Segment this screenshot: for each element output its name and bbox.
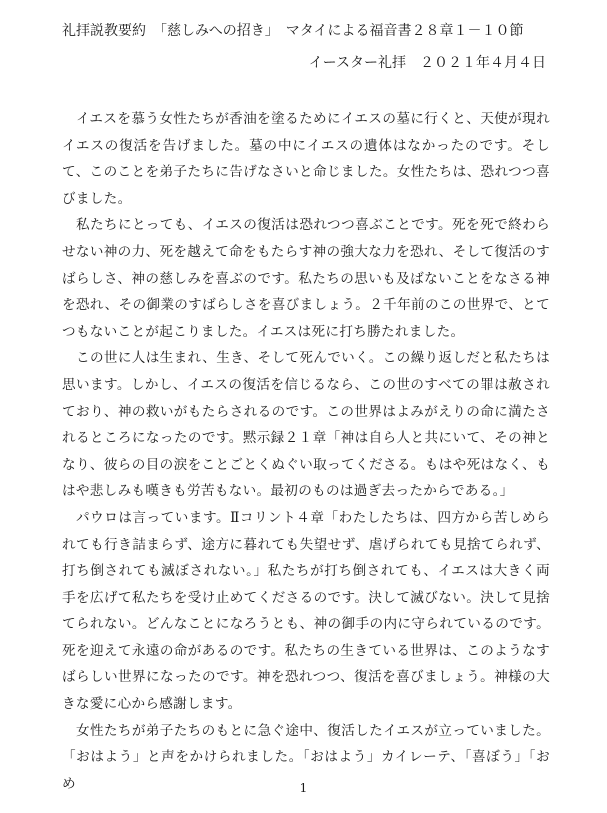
paragraph-4: パウロは言っています。Ⅱコリント４章「わたしたちは、四方から苦しめられても行き詰まらず、途方に暮れても失望せず、虐げられても見捨てられず、打ち倒されても滅ぼされない。」私たちが打ち倒されても、イエスは大きく両手を広げて私たちを受け止めてくださるのです。決して滅びない。決して見捨てられない。どんなことになろうとも、神の御手の内に守られているのです。死を迎えて永遠の命があるのです。私たちの生きている世界は、このようなすばらしい世界になったのです。神を恐れつつ、復活を喜びましょう。神様の大きな愛に心から感謝します。 [62, 509, 550, 713]
page-number: 1 [299, 781, 308, 795]
paragraph-1: イエスを慕う女性たちが香油を塗るためにイエスの墓に行くと、天使が現れイエスの復活を告げました。墓の中にイエスの遺体はなかったのです。そして、このことを弟子たちに告げなさいと命じました。女性たちは、恐れつつ喜びました。 [62, 111, 550, 207]
service-date-line: イースター礼拝 ２０２１年４月４日 [308, 55, 546, 71]
paragraph-5: 女性たちが弟子たちのもとに急ぐ途中、復活したイエスが立っていました。「おはよう」と声をかけられました。「おはよう」カイレーテ、「喜ぼう」「おめ [62, 722, 550, 792]
sermon-body [62, 106, 550, 797]
paragraph-3: この世に人は生まれ、生き、そして死んでいく。この繰り返しだと私たちは思います。しかし、イエスの復活を信じるなら、この世のすべての罪は赦されており、神の救いがもたらされるのです。この世界はよみがえりの命に満たされるところになったのです。黙示録２１章「神は自ら人と共にいて、その神となり、彼らの目の涙をことごとくぬぐい取ってくださる。もはや死はなく、もはや悲しみも嘆きも労苦もない。最初のものは過ぎ去ったからである。」 [62, 350, 550, 500]
paragraph-2: 私たちにとっても、イエスの復活は恐れつつ喜ぶことです。死を死で終わらせない神の力、死を越えて命をもたらす神の強大な力を恐れ、そして復活のすばらしさ、神の慈しみを喜ぶのです。私たちの思いも及ばないことをなさる神を恐れ、その御業のすばらしさを喜びましょう。２千年前のこの世界で、とてつもないことが起こりました。イエスは死に打ち勝たれました。 [62, 217, 550, 340]
sermon-title-line: 礼拝説教要約 「慈しみへの招き」 マタイによる福音書２８章１－１０節 [62, 23, 524, 39]
